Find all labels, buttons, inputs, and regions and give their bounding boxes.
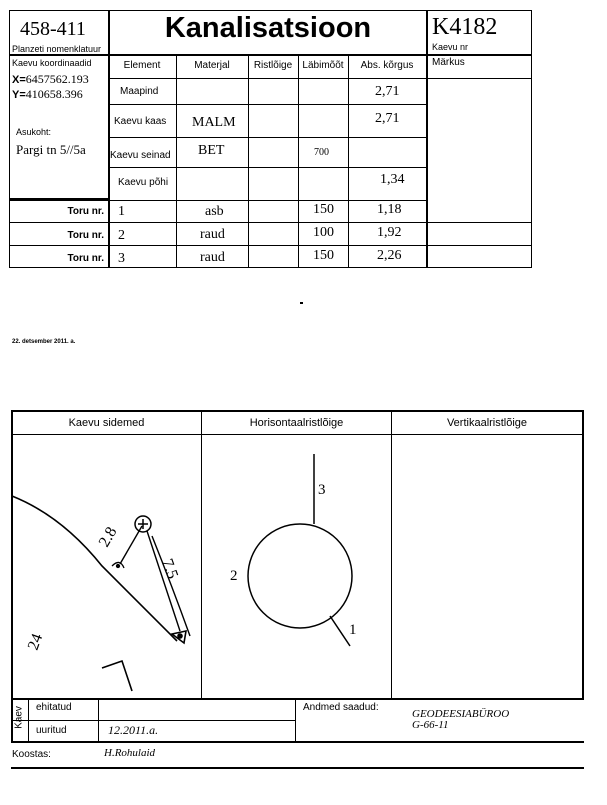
pipe-abs: 1,92 xyxy=(377,225,402,240)
sketch-vertical-header: Vertikaalristlõige xyxy=(446,417,528,429)
coord-x-label: X= xyxy=(12,74,26,86)
row-diameter-value: 700 xyxy=(314,147,329,158)
hydrant-icon xyxy=(135,516,151,532)
row-material-value: BET xyxy=(198,143,225,158)
horizontal-section xyxy=(202,436,391,698)
pipe-label: 3 xyxy=(318,482,326,498)
row-element-label: Kaevu seinad xyxy=(110,150,171,161)
pipe-label: 1 xyxy=(349,622,357,638)
valve-icon xyxy=(112,562,124,568)
well-circle xyxy=(248,524,352,628)
pipe-label: 2 xyxy=(230,568,238,584)
pipe-label: Toru nr. xyxy=(67,230,104,241)
sketch-ties-header: Kaevu sidemed xyxy=(68,417,145,429)
col-element: Element xyxy=(123,60,161,71)
col-cross-section: Ristlõige xyxy=(253,60,293,71)
pipe-material: raud xyxy=(200,250,225,265)
building-outline xyxy=(12,496,177,691)
coord-x xyxy=(12,72,89,87)
well-number: K4182 xyxy=(432,14,498,40)
pipe-no: 2 xyxy=(118,228,125,243)
source-label: Andmed saadud: xyxy=(303,702,379,713)
author-value: H.Rohulaid xyxy=(104,747,156,759)
row-abs-value: 2,71 xyxy=(375,84,400,99)
coords-label: Kaevu koordinaadid xyxy=(12,58,92,68)
nomenclature-label: Planzeti nomenklatuur xyxy=(12,44,102,54)
scan-dot xyxy=(300,302,303,304)
row-material-value: MALM xyxy=(192,115,236,130)
pipe-diameter: 100 xyxy=(313,225,334,240)
ties-sketch xyxy=(12,436,201,698)
row-abs-value: 1,34 xyxy=(380,172,405,187)
tie-label: 7.5 xyxy=(158,556,182,582)
col-diameter: Läbimõõt xyxy=(302,60,344,71)
coord-y xyxy=(12,87,83,102)
pipe-material: asb xyxy=(205,204,224,219)
source-name: GEODEESIABÜROO xyxy=(412,708,510,720)
col-abs-height: Abs. kõrgus xyxy=(360,60,414,71)
pipe-label: Toru nr. xyxy=(67,206,104,217)
pipe-no: 1 xyxy=(118,204,125,219)
measured-label: uuritud xyxy=(36,725,67,736)
col-material: Materjal xyxy=(194,60,230,71)
pipe-diameter: 150 xyxy=(313,202,334,217)
source-code: G-66-11 xyxy=(412,719,449,731)
measured-value: 12.2011.a. xyxy=(108,723,159,737)
well-number-label: Kaevu nr xyxy=(432,42,469,52)
location-label: Asukoht: xyxy=(16,127,52,137)
row-element-label: Kaevu põhi xyxy=(118,177,169,188)
pipe-no: 3 xyxy=(118,251,125,266)
pipe-label: Toru nr. xyxy=(67,253,104,264)
pipe-diameter: 150 xyxy=(313,248,334,263)
built-label: ehitatud xyxy=(36,702,72,713)
kaev-label: Kaev xyxy=(13,706,25,729)
tie-label: 24 xyxy=(24,631,47,653)
nomenclature: 458-411 xyxy=(20,18,86,40)
location-value: Pargi tn 5//5a xyxy=(16,142,86,157)
author-label: Koostas: xyxy=(12,749,51,760)
coord-y-value: 410658.396 xyxy=(25,87,83,101)
coord-x-value: 6457562.193 xyxy=(25,72,89,86)
sketch-horizontal-header: Horisontaalristlõige xyxy=(249,417,344,429)
page-title: Kanalisatsioon xyxy=(164,12,372,44)
pipe-abs: 1,18 xyxy=(377,202,402,217)
date: 22. detsember 2011. a. xyxy=(12,339,76,345)
tie-label: 2.8 xyxy=(95,524,121,550)
pipe-material: raud xyxy=(200,227,225,242)
row-element-label: Maapind xyxy=(120,86,159,97)
row-element-label: Kaevu kaas xyxy=(114,116,167,127)
coord-y-label: Y= xyxy=(12,89,26,101)
row-abs-value: 2,71 xyxy=(375,111,400,126)
pipe-abs: 2,26 xyxy=(377,248,402,263)
remarks-label: Märkus xyxy=(432,57,465,68)
